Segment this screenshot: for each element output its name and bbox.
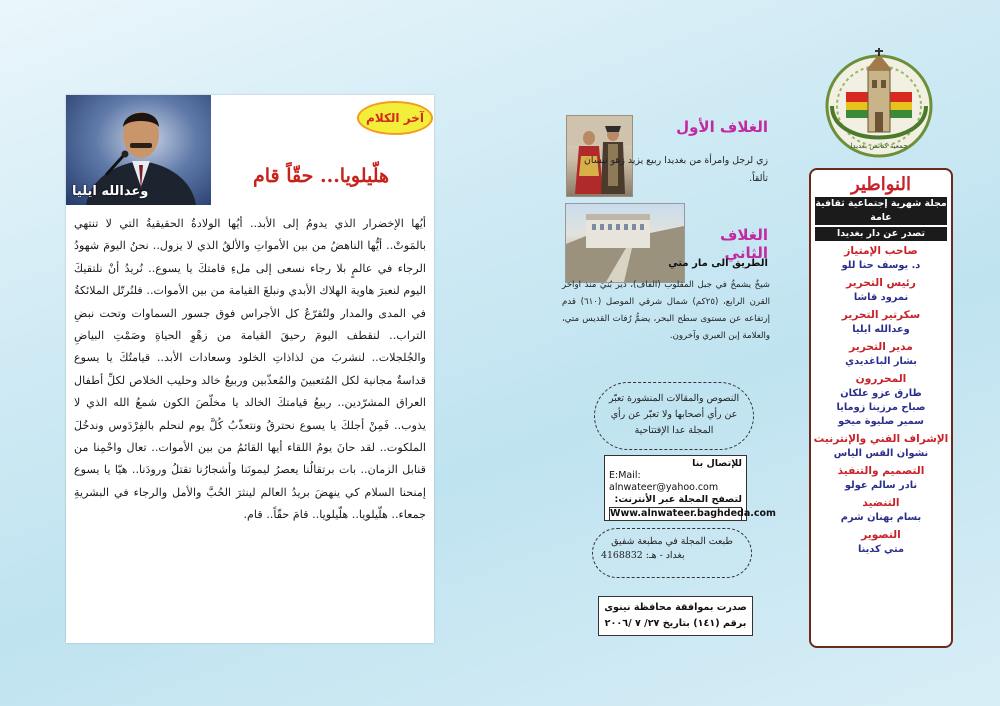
staff-name: بشار الباغديدي	[845, 356, 917, 367]
staff-role: مدير التحرير	[849, 341, 913, 353]
staff-role: التصوير	[861, 529, 901, 541]
author-name: وعدالله ايليا	[72, 184, 149, 199]
license-box	[598, 596, 753, 636]
staff-name: نشوان القس الياس	[833, 448, 929, 459]
magazine-tagline: مجلة شهرية إجتماعية ثقافية عامة	[815, 198, 947, 223]
association-logo	[818, 48, 940, 160]
browse-label: لتصفح المجلة عبر الأنترنت:	[614, 494, 742, 505]
staff-name: طارق عزو علكان	[840, 388, 922, 399]
staff-role: سكرتير التحرير	[841, 309, 921, 321]
staff-name: صباح مرزينا زومايا	[836, 402, 926, 413]
article-body: أيُها الإخضرار الذي يدومُ إلى الأبد.. أيُها الولادةُ الحقيقيةُ التي لا تنتهي بالمَوتْ.. أيُّها الناهضُ من بين الأمواتِ والألقُ الذي لا يزول.. نحنُ اليومَ شهودُ الرجاء في عالمٍ بلا رجاء نسعى إلى ملءِ قامتكَ يا يسوع.. نُريدُ أنْ نلتقيكَ اليوم لنعبرَ هاوية الهلاك الأبدي ونبلغَ القيامة من بين الأموات.. فلنُرتّل الملائكةُ في المدى والمدار ولتُقرّعُ كل الأجراس فوق جسور السماوات وتحت نبضِ التراب.. لنقطف اليومَ رحيقَ القيامة من زهْوِ الحياةِ وصَمْتِ البياضِ والجُلجلات.. لنشربَ من لذاذاتِ الخلود وسعادات الأبد.. قيامتُكَ يا يسوع قداسةٌ مجانية لكل المُتعبينَ والمُعذّبين وربيعٌ خالد وحليب الخلاص لكلِّ أطفال العراق المشرّدين.. ربيعُ قيامتكَ الخالد يا مخلّصَ الكون شمعُ الله الذي لا يذوب.. فَمِنْ أجلكَ يا يسوع نحترقُ ونتعذّبُ كُلَّ يوم لنحلم بالفِرْدَوس وندخُلَ الملكوت.. لقد حانَ يومُ اللقاء أيها القائمُ من بين الأموات.. تعال واحْمِنا من قنابل الزمان.. بات برتقالُنا يعصرُ ليمونَنا وأشجارُنا تقتلُ ورودَنا.. هيّا يا يسوع إمنحنا السلام كي ينهضَ بريدُ العالم لينثرَ الحُبَّ والأمل والرجاء في البشريةِ جمعاء.. هلّيلويا.. هلّيلويا.. قامَ حقّاً.. قام.	[74, 217, 426, 522]
first-cover-heading: الغلاف الأول	[676, 118, 768, 136]
disclaimer-box: النصوص والمقالات المنشورة تعبّر عن رأي أصحابها ولا تعبّر عن رأي المجلة عدا الإفتتاحية	[594, 382, 754, 450]
article-title: هلّيلويا... حقّاً قام	[252, 165, 390, 187]
staff-role: رئيس التحرير	[846, 277, 916, 289]
contact-email[interactable]: E:Mail: alnwateer@yahoo.com	[609, 470, 719, 493]
staff-name: نادر سالم عولو	[844, 480, 918, 491]
staff-role: صاحب الإمتياز	[844, 245, 918, 257]
publisher-line: تصدر عن دار بغديدا	[815, 227, 947, 241]
second-cover-subheading: الطريق الى مار متي	[668, 258, 768, 269]
magazine-name: النواطير	[851, 174, 911, 195]
staff-panel	[809, 168, 953, 648]
contact-heading: للإتصال بنا	[692, 458, 742, 469]
second-cover-description: شيخٌ يشمخُ في جبل المقلوب (الفاف)، دير بُنيَ منذ اواخر القرن الرابع، (٢٥كم) شمال شرقي الموصل (٦١٠) قدم إرتفاعه عن مستوى سطح البحر، يضمُّ رُفات القديس متي، والعلامة إبن العبري وآخرون.	[562, 280, 770, 341]
staff-role: المحررون	[855, 373, 907, 385]
license-line-1: صدرت بموافقة محافظة نينوى	[604, 602, 747, 613]
last-word-badge: آخر الكلام	[357, 101, 433, 135]
printer-box	[592, 528, 752, 578]
staff-name: بسام بهنان شرم	[840, 512, 922, 523]
editorial-panel	[66, 95, 434, 643]
staff-name: سمير صليوة ميخو	[838, 416, 924, 427]
staff-name: وعدالله ايليا	[852, 324, 910, 335]
logo-text: جمعية كنائس بغديدا	[850, 142, 908, 150]
staff-role: الإشراف الفني والإنترنيت	[813, 433, 949, 445]
author-photo	[66, 95, 211, 205]
first-cover-description: زي لرجل وامرأة من بغديدا ربيع يزيد زهو نيسان تألقاً.	[584, 155, 768, 184]
printer-line: طبعت المجلة في مطبعة شفيق	[611, 536, 733, 547]
second-cover-photo	[565, 203, 685, 283]
printer-phone: بغداد - هـ: 4168832	[601, 550, 685, 561]
monastery-illustration	[566, 204, 684, 282]
contact-box	[604, 455, 776, 521]
second-cover-heading: الغلاف الثاني	[719, 226, 768, 262]
staff-name: نمرود قاشا	[853, 292, 909, 303]
license-line-2: برقم (١٤١) بتاريخ ٢٧/ ٧ /٢٠٠٦	[604, 618, 747, 629]
staff-name: متي كدينا	[857, 544, 905, 555]
staff-role: التنضيد	[862, 497, 900, 509]
staff-name: د. يوسف حنا للو	[841, 260, 921, 271]
website-link[interactable]: Www.alnwateer.baghdeda.com	[610, 508, 776, 519]
staff-role: التصميم والتنفيذ	[837, 465, 925, 477]
